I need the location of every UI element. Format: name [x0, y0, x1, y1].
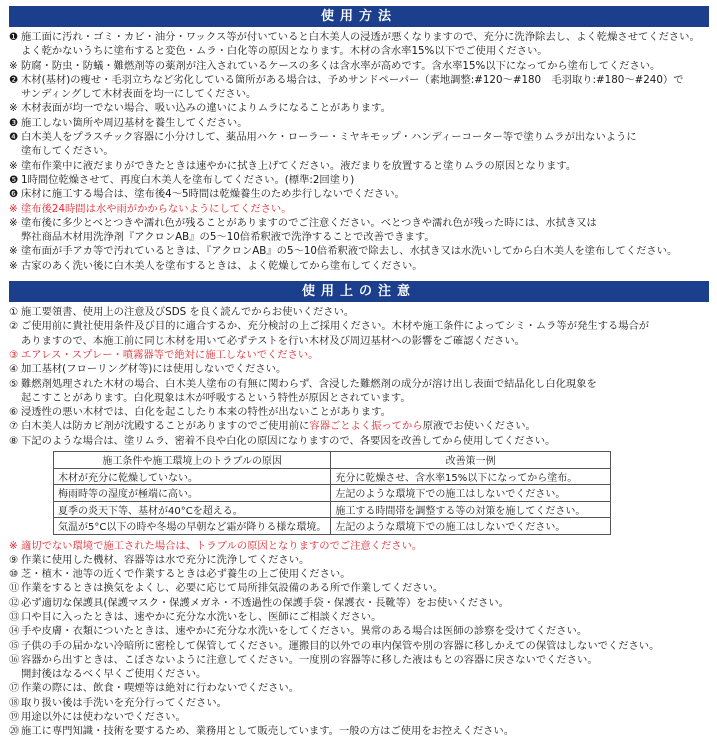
- table-row: [54, 518, 611, 535]
- list-item: [9, 653, 709, 667]
- item-text: 必ず適切な保護具(保護マスク・保護メガネ・不透過性の保護手袋・保護衣・長靴等）をお使いください。: [21, 596, 509, 609]
- precaution-item: ⑦ 白木美人は防カビ剤が沈殿することがありますのでご使用前に容器ごとよく振ってから原液でお使いください。: [9, 420, 536, 433]
- item-text: 手や皮膚・衣類についたときは、速やかに充分な水洗いをしてください。異常のある場合は医師の診察を受けてください。: [21, 625, 588, 638]
- list-item-continuation: [9, 391, 709, 405]
- item-marker: ⑥: [9, 406, 19, 419]
- item-marker: ※: [9, 259, 18, 272]
- list-item: [9, 639, 709, 653]
- list-item: [9, 59, 709, 73]
- item-text: 塗布作業中に液だまりができたときは速やかに拭き上げてください。液だまりを放置すると塗りムラの原因となります。: [21, 159, 577, 172]
- solution-cell: 充分に乾燥させ、含水率15%以下になってから塗布。: [331, 468, 611, 485]
- list-item: [9, 377, 709, 391]
- item-text: 施工しない箇所や周辺基材を養生してください。: [21, 116, 248, 129]
- list-item: [9, 130, 709, 144]
- table-row: [54, 485, 611, 502]
- shake-warning: 容器ごとよく振ってから: [309, 420, 423, 433]
- item-text: 塗布後に多少とべとつきや濡れ色が残ることがありますのでご注意ください。べとつきや濡れ色が残った時には、水拭き又は: [21, 216, 597, 229]
- item-text: 加工基材(フローリング材等)には使用しないでください。: [21, 363, 287, 376]
- item-text: 口や目に入ったときは、速やかに充分な水洗いをし、医師にご相談ください。: [21, 611, 382, 623]
- item-text: ありますので、本施工前に同じ木材を用いて必ずテストを行い木材及び周辺基材への影響をご確認ください。: [21, 334, 525, 347]
- item-marker: ❻: [9, 188, 19, 201]
- item-marker: ⑰: [9, 682, 20, 695]
- precautions-list-continued: [9, 539, 709, 739]
- list-item: [9, 73, 709, 87]
- list-item: [9, 319, 709, 333]
- list-item: [9, 710, 709, 724]
- item-marker: ⑪: [9, 582, 20, 595]
- item-marker: ❶: [9, 31, 19, 43]
- item-text: 防腐・防虫・防蟻・難燃剤等の薬剤が注入されているケースの多くは含水率が高めです。含水率15%以下になってから塗布してください。: [21, 59, 661, 72]
- item-marker: ⑬: [9, 611, 20, 623]
- list-item: [9, 244, 709, 258]
- list-item: [9, 202, 709, 216]
- item-text: 取り扱い後は手洗いを充分行ってください。: [21, 696, 227, 709]
- list-item: [9, 159, 709, 173]
- item-text: 容器から出すときは、こぼさないように注意してください。一度別の容器等に移した液はもとの容器に戻さないでください。: [21, 653, 598, 666]
- list-item: [9, 696, 709, 710]
- item-marker: ❹: [9, 131, 19, 144]
- list-item-continuation: [9, 334, 709, 348]
- item-text: 作業をするときは換気をよくし、必要に応じて局所排気設備のある所で作業してください。: [21, 582, 444, 595]
- table-header-solution: 改善策一例: [331, 452, 611, 469]
- table-row: [54, 468, 611, 485]
- item-text: 浸透性の悪い木材では、白化を起こしたり本来の特性が出ないことがあります。: [21, 406, 391, 419]
- list-item: [9, 581, 709, 595]
- item-text: 開封後はなるべく早くご使用ください。: [21, 668, 207, 681]
- item-marker: ⑮: [9, 639, 20, 652]
- item-marker: ⑨: [9, 553, 19, 566]
- list-item: [9, 116, 709, 130]
- list-item-continuation: [9, 87, 709, 101]
- list-item-continuation: [9, 667, 709, 681]
- item-marker: ⑱: [9, 696, 20, 709]
- list-item-continuation: [9, 144, 709, 158]
- item-marker: ⑯: [9, 653, 20, 666]
- table-header-cause: 施工条件や施工環境上のトラブルの原因: [54, 452, 331, 469]
- item-marker: ③: [9, 348, 19, 361]
- precautions-list: [9, 305, 709, 419]
- item-marker: ※: [9, 216, 18, 229]
- item-text: 床材に施工する場合は、塗布後4〜5時間は乾燥養生のため歩行しないでください。: [21, 188, 405, 201]
- item-marker: ④: [9, 363, 19, 376]
- list-item-continuation: [9, 44, 709, 58]
- item-marker: ①: [9, 306, 19, 319]
- list-item: [9, 567, 709, 581]
- list-item: [9, 305, 709, 319]
- item-text: 塗布後24時間は水や雨がかからないようにしてください。: [21, 202, 292, 215]
- usage-method-list: [9, 30, 709, 273]
- cause-cell: 梅雨時等の湿度が極端に高い。: [54, 485, 331, 502]
- item-marker: ⑳: [9, 725, 20, 738]
- item-text: 弊社商品木材用洗浄剤『アクロンAB』の5〜10倍希釈液で洗浄することで改善できます。: [21, 231, 435, 244]
- cause-cell: 気温が5°C以下の時や冬場の早朝など霜が降りる様な環境。: [54, 518, 331, 535]
- list-item: [9, 405, 709, 419]
- list-item: [9, 681, 709, 695]
- item-text: 塗布面が手アカ等で汚れているときは、『アクロンAB』の5〜10倍希釈液で除去し、水拭き又は水洗いしてから白木美人を塗布してください。: [21, 245, 678, 258]
- list-item-continuation: [9, 230, 709, 244]
- item-text: 施工要領書、使用上の注意及びSDS を良く読んでからお使いください。: [21, 306, 355, 319]
- item-marker: ②: [9, 320, 19, 333]
- usage-precautions-banner: 使用上の注意: [9, 281, 709, 302]
- list-item: [9, 216, 709, 230]
- item-marker: ⑦: [9, 420, 19, 433]
- item-text: 作業に使用した機材、容器等は水で充分に洗浄してください。: [21, 553, 310, 566]
- list-item: [9, 362, 709, 376]
- item-text: 起こすことがあります。白化現象は木が呼吸するという特性が原因とされています。: [21, 391, 411, 404]
- list-item: [9, 30, 709, 44]
- item-text: 子供の手の届かない冷暗所に密栓して保管してください。運搬目的以外での車内保管や別の容器に移しかえての保管はしないでください。: [21, 639, 660, 652]
- item-text: 用途以外には使わないでください。: [21, 711, 186, 724]
- item-marker: ❸: [9, 116, 19, 129]
- item-marker: ⑫: [9, 596, 20, 609]
- trouble-table: [53, 451, 611, 535]
- list-item: [9, 173, 709, 187]
- list-item: [9, 596, 709, 610]
- item-text: 施工に専門知識・技術を要するため、業務用として販売しています。一般の方はご使用をお控えください。: [21, 725, 515, 738]
- item-text: エアレス・スプレー・噴霧器等で絶対に施工しないでください。: [21, 348, 319, 361]
- item-marker: ⑭: [9, 625, 20, 638]
- item-text: 適切でない環境で施工された場合は、トラブルの原因となりますのでご注意ください。: [21, 539, 423, 552]
- item-marker: ※: [9, 539, 18, 552]
- item-marker: ※: [9, 245, 18, 258]
- item-text: 木材(基材)の痩せ・毛羽立ちなど劣化している箇所がある場合は、予めサンドペーパー（素地調整:#120〜#180 毛羽取り:#180〜#240）で: [21, 73, 684, 86]
- item-text: よく乾かないうちに塗布すると変色・ムラ・白化等の原因となります。木材の含水率15%以下でご使用ください。: [21, 45, 548, 58]
- list-item: [9, 553, 709, 567]
- list-item: [9, 610, 709, 624]
- list-item: [9, 259, 709, 273]
- item-text: 施工面に汚れ・ゴミ・カビ・油分・ワックス等が付いていると白木美人の浸透が悪くなりますので、充分に洗浄除去し、よく乾燥させてください。: [21, 31, 700, 43]
- solution-cell: 左記のような環境下での施工はしないでください。: [331, 485, 611, 502]
- usage-document: [0, 6, 717, 738]
- item-text: 1時間位乾燥させて、再度白木美人を塗布してください。(標準:2回塗り): [21, 173, 355, 186]
- item-marker: ※: [9, 59, 18, 72]
- item-marker: ※: [9, 102, 18, 115]
- item-marker: ※: [9, 159, 18, 172]
- usage-method-banner: 使用方法: [9, 6, 709, 27]
- item-marker: ⑤: [9, 377, 19, 390]
- list-item: [9, 348, 709, 362]
- solution-cell: 左記のような環境下での施工はしないでください。: [331, 518, 611, 535]
- item-marker: ❺: [9, 173, 19, 186]
- cause-cell: 木材が充分に乾燥していない。: [54, 468, 331, 485]
- item-text: 難燃剤処理された木材の場合、白木美人塗布の有無に関わらず、含浸した難燃剤の成分が溶け出し表面で結晶化し白化現象を: [21, 377, 597, 390]
- item-marker: ⑧: [9, 434, 19, 447]
- item-marker: ※: [9, 202, 18, 215]
- item-text: 白木美人をプラスチック容器に小分けして、薬品用ハケ・ローラー・ミヤキモップ・ハンディーコーター等で塗りムラが出ないように: [21, 131, 637, 144]
- item-marker: ⑩: [9, 568, 19, 581]
- list-item: [9, 624, 709, 638]
- item-text: 作業の際には、飲食・喫煙等は絶対に行わないでください。: [21, 682, 300, 695]
- table-row: [54, 501, 611, 518]
- list-item: [9, 187, 709, 201]
- precaution-item: ⑧ 下記のような場合は、塗リムラ、密着不良や白化の原因になりますので、各要因を改善してから使用してください。: [9, 434, 556, 447]
- cause-cell: 夏季の炎天下等、基材が40°Cを超える。: [54, 501, 331, 518]
- item-text: ご使用前に貴社使用条件及び目的に適合するか、充分検討の上ご採用ください。木材や施工条件によってシミ・ムラ等が発生する場合が: [21, 320, 650, 333]
- item-text: 古家のあく洗い後に白木美人を塗布するときは、よく乾燥してから塗布してください。: [21, 259, 423, 272]
- solution-cell: 施工する時間帯を調整する等の対策を施してください。: [331, 501, 611, 518]
- item-marker: ⑲: [9, 711, 20, 724]
- item-marker: ❷: [9, 73, 19, 86]
- list-item: [9, 539, 709, 553]
- item-text: 芝・植木・池等の近くで作業するときは必ず養生の上ご使用ください。: [21, 568, 351, 581]
- list-item: [9, 101, 709, 115]
- item-text: 木材表面が均一でない場合、吸い込みの違いによりムラになることがあります。: [21, 102, 391, 115]
- item-text: サンディングして木材表面を均一にしてください。: [21, 88, 257, 101]
- item-text: 塗布してください。: [21, 145, 114, 158]
